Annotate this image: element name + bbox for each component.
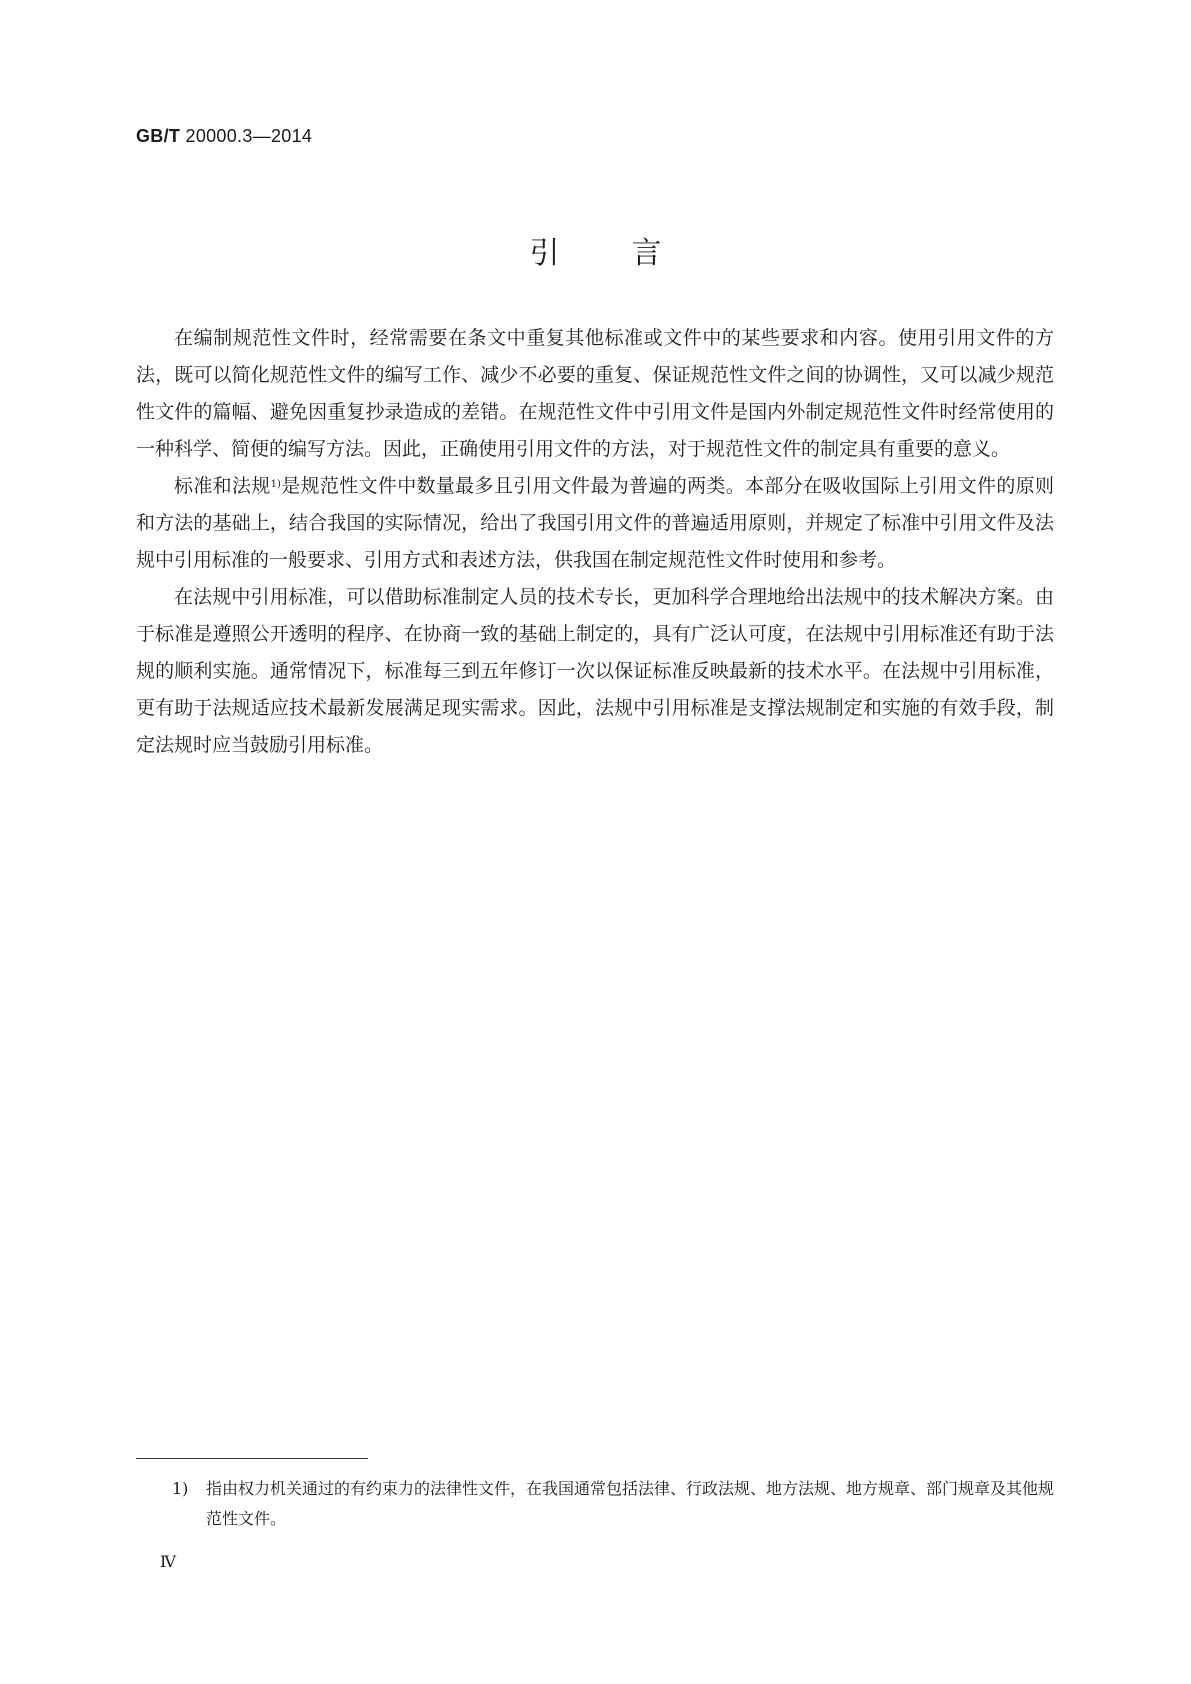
standard-code <box>136 126 312 147</box>
section-title: 引言 <box>529 236 734 271</box>
paragraph-3-text: 在法规中引用标准，可以借助标准制定人员的技术专长，更加科学合理地给出法规中的技术解决方案。由于标准是遵照公开透明的程序、在协商一致的基础上制定的，具有广泛认可度，在法规中引用标准还有助于法规的顺利实施。通常情况下，标准每三到五年修订一次以保证标准反映最新的技术水平。在法规中引用标准，更有助于法规适应技术最新发展满足现实需求。因此，法规中引用标准是支撑法规制定和实施的有效手段，制定法规时应当鼓励引用标准。 <box>136 586 1054 756</box>
footnote-text: 指由权力机关通过的有约束力的法律性文件，在我国通常包括法律、行政法规、地方法规、地方规章、部门规章及其他规范性文件。 <box>206 1479 1055 1528</box>
paragraph-1-text: 在编制规范性文件时，经常需要在条文中重复其他标准或文件中的某些要求和内容。使用引用文件的方法，既可以简化规范性文件的编写工作、减少不必要的重复、保证规范性文件之间的协调性，又可以减少规范性文件的篇幅、避免因重复抄录造成的差错。在规范性文件中引用文件是国内外制定规范性文件时经常使用的一种科学、简便的编写方法。因此，正确使用引用文件的方法，对于规范性文件的制定具有重要的意义。 <box>136 327 1054 460</box>
footnote-divider <box>136 1458 368 1459</box>
footnote-number: 1) <box>172 1479 189 1498</box>
standard-prefix: GB/T <box>136 126 181 146</box>
footnote-reference[interactable]: 1) <box>270 479 281 490</box>
paragraph-2 <box>136 468 1054 579</box>
standard-number: 20000.3—2014 <box>180 126 313 146</box>
footnote <box>172 1474 1058 1534</box>
paragraph-3 <box>136 579 1054 764</box>
paragraph-1 <box>136 320 1054 468</box>
paragraph-2-text-start: 标准和法规 <box>174 475 271 497</box>
page-number: Ⅳ <box>160 1552 176 1571</box>
paragraph-2-text-end: 是规范性文件中数量最多且引用文件最为普遍的两类。本部分在吸收国际上引用文件的原则和方法的基础上，结合我国的实际情况，给出了我国引用文件的普遍适用原则，并规定了标准中引用文件及法规中引用标准的一般要求、引用方式和表述方法，供我国在制定规范性文件时使用和参考。 <box>136 475 1054 571</box>
body-text <box>136 320 1054 764</box>
